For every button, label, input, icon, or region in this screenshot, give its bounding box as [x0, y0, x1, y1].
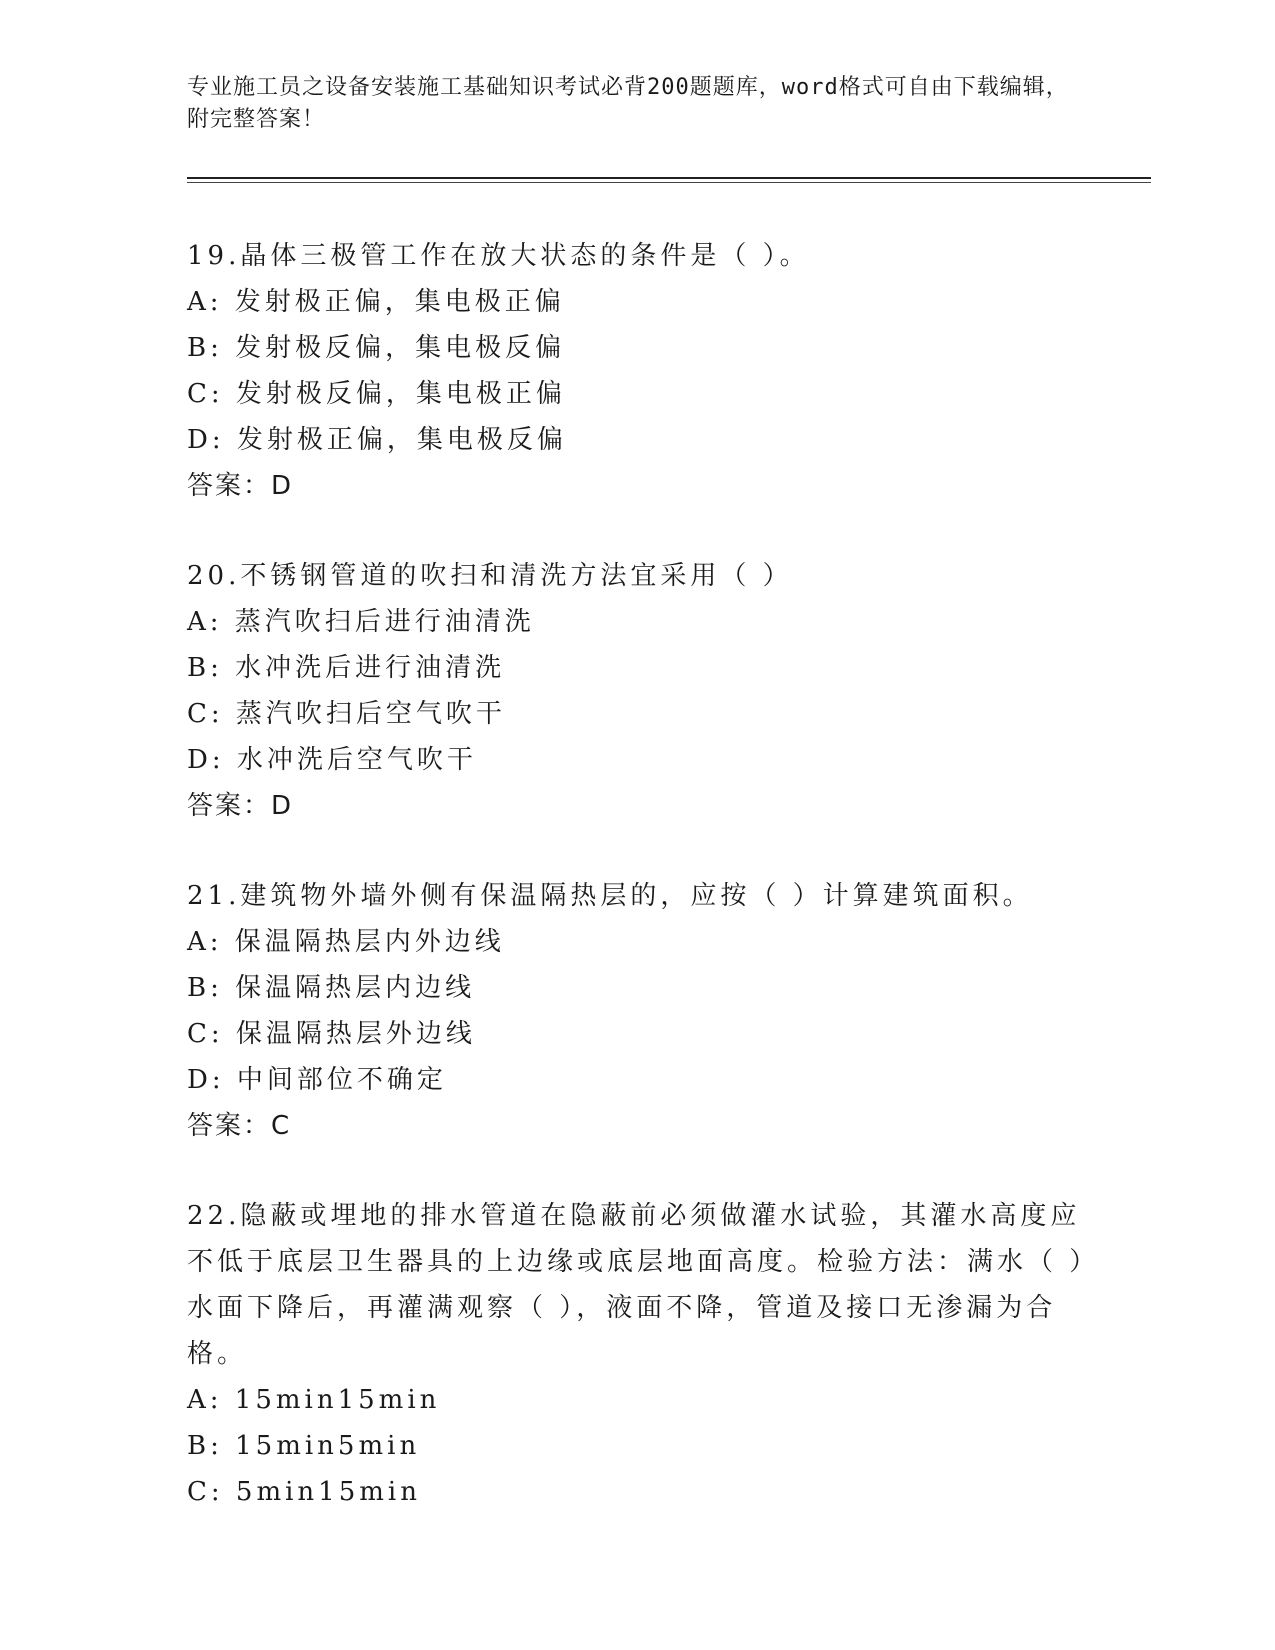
question-22 — [187, 1193, 1087, 1515]
option-c: C: 发射极反偏，集电极正偏 — [187, 379, 566, 409]
option-b: B: 水冲洗后进行油清洗 — [187, 653, 506, 683]
question-text: 22.隐蔽或埋地的排水管道在隐蔽前必须做灌水试验，其灌水高度应不低于底层卫生器具的上边缘或底层地面高度。检验方法：满水（ ）水面下降后，再灌满观察（ ），液面不降，管道及接口无渗漏为合格。 — [187, 1201, 1087, 1369]
option-c: C: 5min15min — [187, 1477, 421, 1507]
option-b: B: 15min5min — [187, 1431, 421, 1461]
answer: 答案：C — [187, 1111, 292, 1141]
page-header — [187, 72, 1087, 136]
option-a: A: 15min15min — [187, 1385, 441, 1415]
answer: 答案：D — [187, 471, 294, 501]
option-a: A: 发射极正偏，集电极正偏 — [187, 287, 565, 317]
question-text: 21.建筑物外墙外侧有保温隔热层的，应按（ ）计算建筑面积。 — [187, 881, 1033, 911]
option-a: A: 保温隔热层内外边线 — [187, 927, 505, 957]
question-19 — [187, 233, 1087, 509]
option-b: B: 保温隔热层内边线 — [187, 973, 476, 1003]
option-d: D: 水冲洗后空气吹干 — [187, 745, 477, 775]
answer: 答案：D — [187, 791, 294, 821]
option-c: C: 保温隔热层外边线 — [187, 1019, 476, 1049]
option-b: B: 发射极反偏，集电极反偏 — [187, 333, 566, 363]
question-text: 20.不锈钢管道的吹扫和清洗方法宜采用（ ） — [187, 561, 793, 591]
option-d: D: 发射极正偏，集电极反偏 — [187, 425, 567, 455]
question-20 — [187, 553, 1087, 829]
question-text: 19.晶体三极管工作在放大状态的条件是（ ）。 — [187, 241, 810, 271]
option-d: D: 中间部位不确定 — [187, 1065, 447, 1095]
document-title: 专业施工员之设备安装施工基础知识考试必背200题题库，word格式可自由下载编辑，附完整答案！ — [187, 75, 1069, 132]
question-list — [187, 233, 1087, 1559]
option-c: C: 蒸汽吹扫后空气吹干 — [187, 699, 506, 729]
option-a: A: 蒸汽吹扫后进行油清洗 — [187, 607, 535, 637]
question-21 — [187, 873, 1087, 1149]
header-divider-thin — [187, 182, 1151, 183]
header-divider — [187, 177, 1151, 179]
